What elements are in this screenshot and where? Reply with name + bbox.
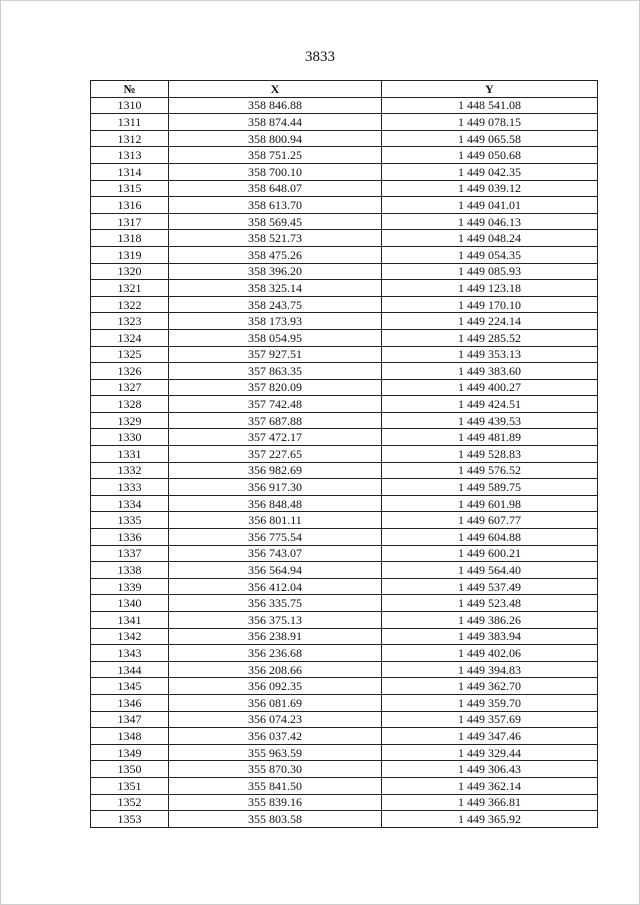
cell-y: 1 449 386.26 — [382, 612, 598, 629]
cell-x: 356 335.75 — [169, 595, 382, 612]
cell-y: 1 449 528.83 — [382, 446, 598, 463]
table-row — [91, 446, 598, 463]
cell-x: 356 564.94 — [169, 562, 382, 579]
cell-number: 1319 — [91, 246, 169, 263]
table-row — [91, 761, 598, 778]
cell-number: 1344 — [91, 661, 169, 678]
coordinates-table — [90, 80, 598, 828]
table-header-row — [91, 81, 598, 98]
table-row — [91, 612, 598, 629]
cell-number: 1339 — [91, 578, 169, 595]
cell-x: 358 396.20 — [169, 263, 382, 280]
cell-y: 1 449 353.13 — [382, 346, 598, 363]
table-row — [91, 114, 598, 131]
cell-number: 1322 — [91, 296, 169, 313]
table-row — [91, 180, 598, 197]
table-row — [91, 479, 598, 496]
table-row — [91, 529, 598, 546]
cell-y: 1 449 400.27 — [382, 379, 598, 396]
cell-y: 1 449 576.52 — [382, 462, 598, 479]
cell-number: 1343 — [91, 645, 169, 662]
table-row — [91, 628, 598, 645]
table-row — [91, 213, 598, 230]
cell-number: 1335 — [91, 512, 169, 529]
cell-y: 1 449 170.10 — [382, 296, 598, 313]
cell-y: 1 449 359.70 — [382, 694, 598, 711]
table-row — [91, 379, 598, 396]
table-row — [91, 147, 598, 164]
cell-x: 358 700.10 — [169, 163, 382, 180]
cell-x: 358 846.88 — [169, 97, 382, 114]
cell-y: 1 449 394.83 — [382, 661, 598, 678]
cell-x: 356 743.07 — [169, 545, 382, 562]
cell-x: 355 841.50 — [169, 777, 382, 794]
cell-y: 1 449 085.93 — [382, 263, 598, 280]
cell-y: 1 449 589.75 — [382, 479, 598, 496]
table-row — [91, 661, 598, 678]
cell-number: 1334 — [91, 495, 169, 512]
table-row — [91, 346, 598, 363]
cell-y: 1 449 523.48 — [382, 595, 598, 612]
table-row — [91, 578, 598, 595]
cell-y: 1 449 600.21 — [382, 545, 598, 562]
table-row — [91, 744, 598, 761]
cell-number: 1326 — [91, 363, 169, 380]
cell-x: 358 243.75 — [169, 296, 382, 313]
cell-number: 1331 — [91, 446, 169, 463]
cell-x: 356 982.69 — [169, 462, 382, 479]
cell-number: 1323 — [91, 313, 169, 330]
page-number: 3833 — [305, 49, 335, 65]
cell-x: 358 054.95 — [169, 329, 382, 346]
cell-number: 1325 — [91, 346, 169, 363]
cell-x: 356 801.11 — [169, 512, 382, 529]
cell-y: 1 449 224.14 — [382, 313, 598, 330]
cell-number: 1347 — [91, 711, 169, 728]
cell-number: 1320 — [91, 263, 169, 280]
cell-y: 1 449 604.88 — [382, 529, 598, 546]
table-row — [91, 396, 598, 413]
cell-number: 1315 — [91, 180, 169, 197]
cell-x: 358 751.25 — [169, 147, 382, 164]
cell-x: 355 963.59 — [169, 744, 382, 761]
cell-x: 356 074.23 — [169, 711, 382, 728]
cell-number: 1345 — [91, 678, 169, 695]
cell-number: 1317 — [91, 213, 169, 230]
cell-y: 1 449 078.15 — [382, 114, 598, 131]
cell-number: 1346 — [91, 694, 169, 711]
cell-x: 356 092.35 — [169, 678, 382, 695]
cell-y: 1 449 050.68 — [382, 147, 598, 164]
cell-x: 358 874.44 — [169, 114, 382, 131]
cell-x: 355 803.58 — [169, 811, 382, 828]
cell-x: 356 208.66 — [169, 661, 382, 678]
table-body — [91, 97, 598, 827]
table-row — [91, 678, 598, 695]
header-number: № — [91, 81, 169, 98]
table-row — [91, 711, 598, 728]
cell-x: 355 839.16 — [169, 794, 382, 811]
cell-x: 358 613.70 — [169, 197, 382, 214]
cell-y: 1 449 383.94 — [382, 628, 598, 645]
cell-number: 1318 — [91, 230, 169, 247]
table-row — [91, 562, 598, 579]
cell-number: 1328 — [91, 396, 169, 413]
cell-y: 1 449 424.51 — [382, 396, 598, 413]
table-row — [91, 363, 598, 380]
cell-x: 358 648.07 — [169, 180, 382, 197]
cell-x: 357 227.65 — [169, 446, 382, 463]
cell-x: 356 236.68 — [169, 645, 382, 662]
cell-x: 356 081.69 — [169, 694, 382, 711]
table-row — [91, 263, 598, 280]
table-row — [91, 280, 598, 297]
cell-y: 1 449 306.43 — [382, 761, 598, 778]
table-row — [91, 296, 598, 313]
cell-x: 355 870.30 — [169, 761, 382, 778]
cell-y: 1 449 366.81 — [382, 794, 598, 811]
cell-y: 1 449 065.58 — [382, 130, 598, 147]
cell-y: 1 449 607.77 — [382, 512, 598, 529]
cell-y: 1 449 362.70 — [382, 678, 598, 695]
cell-y: 1 449 041.01 — [382, 197, 598, 214]
cell-number: 1329 — [91, 412, 169, 429]
table-row — [91, 545, 598, 562]
cell-y: 1 449 123.18 — [382, 280, 598, 297]
cell-number: 1337 — [91, 545, 169, 562]
cell-x: 358 173.93 — [169, 313, 382, 330]
table-row — [91, 197, 598, 214]
table-row — [91, 811, 598, 828]
table-row — [91, 329, 598, 346]
cell-number: 1324 — [91, 329, 169, 346]
cell-number: 1313 — [91, 147, 169, 164]
cell-y: 1 449 564.40 — [382, 562, 598, 579]
cell-x: 358 521.73 — [169, 230, 382, 247]
cell-x: 356 412.04 — [169, 578, 382, 595]
cell-number: 1333 — [91, 479, 169, 496]
cell-x: 358 800.94 — [169, 130, 382, 147]
table-row — [91, 163, 598, 180]
cell-number: 1311 — [91, 114, 169, 131]
cell-y: 1 449 285.52 — [382, 329, 598, 346]
table-row — [91, 230, 598, 247]
cell-number: 1350 — [91, 761, 169, 778]
cell-x: 357 687.88 — [169, 412, 382, 429]
cell-number: 1352 — [91, 794, 169, 811]
cell-number: 1327 — [91, 379, 169, 396]
table-row — [91, 313, 598, 330]
cell-y: 1 449 439.53 — [382, 412, 598, 429]
cell-y: 1 449 481.89 — [382, 429, 598, 446]
cell-y: 1 449 357.69 — [382, 711, 598, 728]
cell-number: 1340 — [91, 595, 169, 612]
cell-y: 1 449 537.49 — [382, 578, 598, 595]
header-x: X — [169, 81, 382, 98]
cell-number: 1310 — [91, 97, 169, 114]
cell-x: 357 863.35 — [169, 363, 382, 380]
cell-number: 1351 — [91, 777, 169, 794]
table-row — [91, 495, 598, 512]
cell-x: 356 375.13 — [169, 612, 382, 629]
cell-x: 356 037.42 — [169, 728, 382, 745]
table-row — [91, 130, 598, 147]
cell-number: 1349 — [91, 744, 169, 761]
cell-x: 356 848.48 — [169, 495, 382, 512]
table-row — [91, 429, 598, 446]
table-row — [91, 794, 598, 811]
cell-number: 1348 — [91, 728, 169, 745]
cell-number: 1341 — [91, 612, 169, 629]
cell-y: 1 449 039.12 — [382, 180, 598, 197]
cell-x: 358 475.26 — [169, 246, 382, 263]
table-row — [91, 777, 598, 794]
cell-x: 356 917.30 — [169, 479, 382, 496]
cell-y: 1 449 048.24 — [382, 230, 598, 247]
cell-x: 357 927.51 — [169, 346, 382, 363]
cell-y: 1 449 383.60 — [382, 363, 598, 380]
header-y: Y — [382, 81, 598, 98]
cell-y: 1 449 347.46 — [382, 728, 598, 745]
table-row — [91, 97, 598, 114]
cell-y: 1 449 042.35 — [382, 163, 598, 180]
table-row — [91, 728, 598, 745]
cell-y: 1 449 329.44 — [382, 744, 598, 761]
cell-y: 1 449 402.06 — [382, 645, 598, 662]
table-row — [91, 512, 598, 529]
cell-number: 1330 — [91, 429, 169, 446]
cell-number: 1332 — [91, 462, 169, 479]
cell-x: 357 742.48 — [169, 396, 382, 413]
cell-y: 1 449 046.13 — [382, 213, 598, 230]
cell-number: 1342 — [91, 628, 169, 645]
cell-y: 1 448 541.08 — [382, 97, 598, 114]
cell-y: 1 449 601.98 — [382, 495, 598, 512]
table-row — [91, 645, 598, 662]
cell-number: 1353 — [91, 811, 169, 828]
cell-x: 356 775.54 — [169, 529, 382, 546]
cell-x: 358 325.14 — [169, 280, 382, 297]
cell-x: 358 569.45 — [169, 213, 382, 230]
cell-y: 1 449 362.14 — [382, 777, 598, 794]
cell-x: 357 820.09 — [169, 379, 382, 396]
cell-y: 1 449 365.92 — [382, 811, 598, 828]
table-row — [91, 694, 598, 711]
cell-x: 357 472.17 — [169, 429, 382, 446]
cell-number: 1336 — [91, 529, 169, 546]
cell-number: 1338 — [91, 562, 169, 579]
cell-y: 1 449 054.35 — [382, 246, 598, 263]
cell-number: 1312 — [91, 130, 169, 147]
table-row — [91, 246, 598, 263]
table-row — [91, 462, 598, 479]
cell-number: 1321 — [91, 280, 169, 297]
cell-number: 1316 — [91, 197, 169, 214]
cell-x: 356 238.91 — [169, 628, 382, 645]
table-row — [91, 412, 598, 429]
cell-number: 1314 — [91, 163, 169, 180]
table-row — [91, 595, 598, 612]
